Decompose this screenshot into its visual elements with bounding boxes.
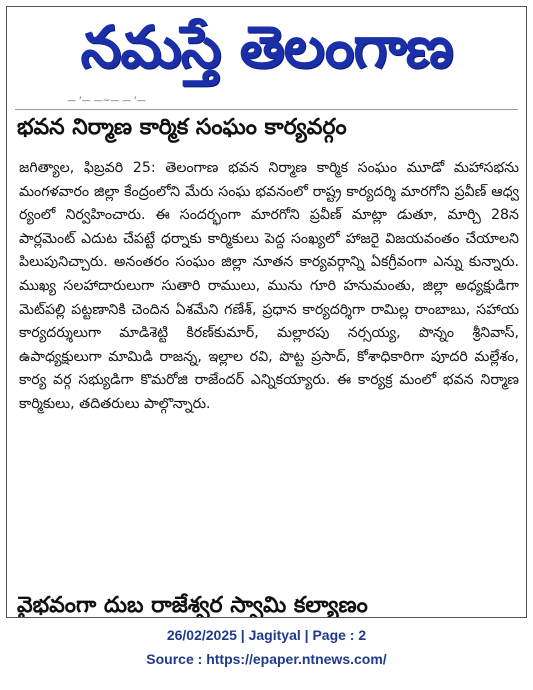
clipping-frame [6, 6, 527, 618]
masthead-title: నమస్తే తెలంగాణ [80, 13, 453, 81]
footer-source: Source : https://epaper.ntnews.com/ [146, 651, 387, 667]
newspaper-masthead [7, 7, 526, 87]
cut-off-text: — ‘— —~— — ‘— [67, 96, 146, 106]
article-headline: భవన నిర్మాణ కార్మిక సంఘం కార్యవర్గం [17, 115, 347, 140]
article-body: జగిత్యాల, ఫిబ్రవరి 25: తెలంగాణ భవన నిర్మాణ కార్మిక సంఘం మూడో మహాసభను మంగళవారం జిల్లా కేంద్రంలోని మేరు సంఘ భవనంలో రాష్ట్ర కార్యదర్శి మారగోని ప్రవీణ్ ఆధ్వ ర్యంలో నిర్వహించారు. ఈ సందర్భంగా మారగోని ప్రవీణ్ మాట్లా డుతూ, మార్చి 28న పార్లమెంట్ ఎదుట చేపట్టే ధర్నాకు కార్మికులు పెద్ద సంఖ్యలో హాజరై విజయవంతం చేయాలని పిలుపునిచ్చారు. అనంతరం సంఘం జిల్లా నూతన కార్యవర్గాన్ని ఏకగ్రీవంగా ఎన్ను కున్నారు. ముఖ్య సలహాదారులుగా సుతారి రాములు, మును గూరి హనుమంతు, జిల్లా అధ్యక్షుడిగా మెట్‌పల్లి పట్టణానికి చెందిన ఏశమేని గణేశ్, ప్రధాన కార్యదర్శిగా రామిల్ల రాంబాబు, సహాయ కార్యదర్శులుగా మాడిశెట్టి కిరణ్‌కుమార్, మల్లారపు నర్సయ్య, పొన్నం శ్రీనివాస్, ఉపాధ్యక్షులుగా మామిడి రాజన్న, ఇల్లాల రవి, పొట్ట ప్రసాద్, కోశాధికారిగా పూదరి మల్లేశం, కార్య వర్గ సభ్యుడిగా కొమరోజి రాజేందర్ ఎన్నికయ్యారు. ఈ కార్యక్ర మంలో భవన నిర్మాణ కార్మికులు, తదితరులు పాల్గొన్నారు. [19, 160, 519, 412]
footer-date-edition: 26/02/2025 | Jagityal | Page : 2 [166, 627, 367, 643]
top-divider [15, 109, 518, 110]
next-article-headline: వైభవంగా దుబ రాజేశ్వర స్వామి కల్యాణం [17, 593, 368, 618]
